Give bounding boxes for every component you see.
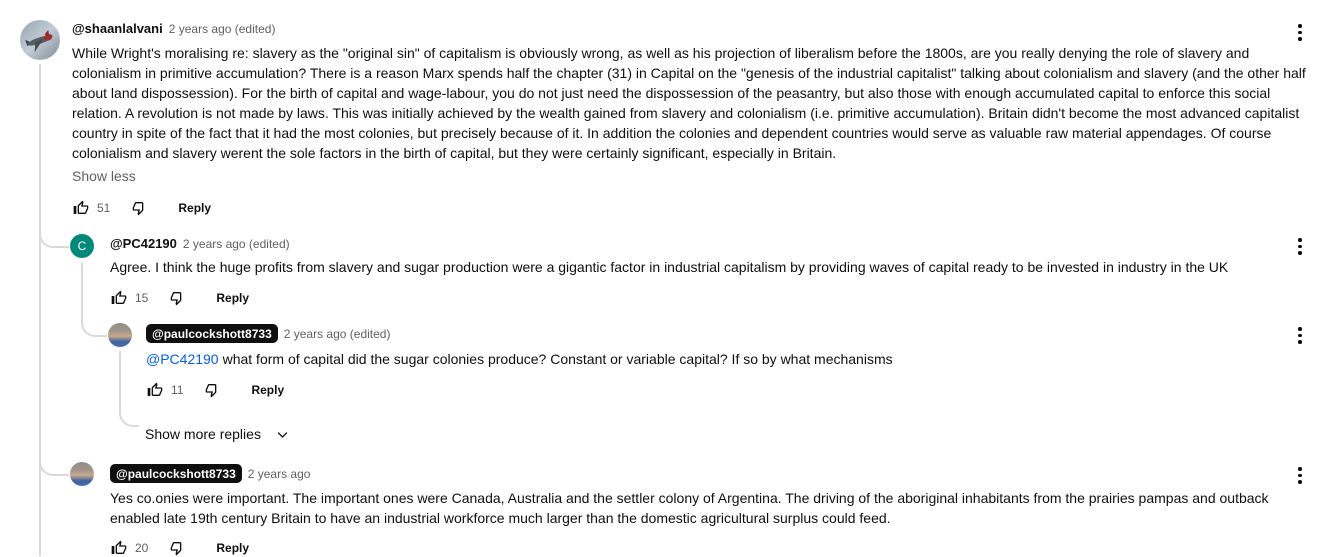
thread-line-reply2 [119, 351, 121, 408]
like-button[interactable] [111, 540, 127, 556]
timestamp[interactable]: 2 years ago (edited) [182, 236, 290, 251]
airplane-avatar-image [20, 20, 60, 60]
show-more-replies-label: Show more replies [145, 426, 261, 442]
more-options-button[interactable] [1291, 464, 1309, 487]
thumbs-up-icon [111, 290, 127, 306]
avatar-paulcockshott[interactable] [70, 462, 94, 486]
dislike-button[interactable] [132, 200, 148, 216]
thumbs-down-icon [170, 540, 186, 556]
avatar-paulcockshott[interactable] [108, 323, 132, 347]
thread-elbow-reply1 [39, 225, 69, 248]
reply-button[interactable]: Reply [178, 201, 212, 215]
reply-button[interactable]: Reply [216, 291, 250, 305]
thumbs-up-icon [73, 200, 89, 216]
avatar-pc42190[interactable] [70, 234, 94, 258]
like-button[interactable] [147, 382, 163, 398]
thread-elbow-show-more [119, 406, 139, 427]
timestamp[interactable]: 2 years ago [247, 466, 311, 481]
author-badge[interactable]: @paulcockshott8733 [146, 324, 278, 343]
more-options-button[interactable] [1291, 21, 1309, 44]
thread-line-reply1 [81, 262, 83, 318]
thumbs-down-icon [205, 382, 221, 398]
like-count: 11 [171, 383, 184, 397]
dislike-button[interactable] [170, 290, 186, 306]
thumbs-up-icon [111, 540, 127, 556]
thumbs-down-icon [132, 200, 148, 216]
thread-elbow-reply3 [39, 453, 69, 476]
dislike-button[interactable] [205, 382, 221, 398]
reply-button[interactable]: Reply [251, 383, 285, 397]
like-button[interactable] [73, 200, 89, 216]
like-count: 15 [135, 291, 149, 305]
like-button[interactable] [111, 290, 127, 306]
comment-text: Agree. I think the huge profits from slavery and sugar production were a gigantic factor in industrial capitalism by providing waves of capital ready to be invested in industry in the UK [110, 259, 1229, 275]
like-count: 20 [135, 541, 149, 555]
comment-text [146, 349, 893, 369]
show-less-link[interactable]: Show less [72, 168, 136, 184]
thumbs-down-icon [170, 290, 186, 306]
dislike-button[interactable] [170, 540, 186, 556]
show-more-replies-button[interactable] [145, 426, 290, 442]
author-badge[interactable]: @paulcockshott8733 [110, 464, 242, 483]
chevron-down-icon [275, 427, 290, 442]
author-name[interactable]: @shaanlalvani [72, 21, 163, 36]
more-options-button[interactable] [1291, 324, 1309, 347]
kebab-icon [1298, 24, 1302, 28]
kebab-icon [1298, 467, 1302, 471]
comment-text-body: what form of capital did the sugar colonies produce? Constant or variable capital? If so by what mechanisms [222, 351, 893, 367]
comment-text: While Wright's moralising re: slavery as the "original sin" of capitalism is obviously wrong, as well as his projection of liberalism before the 1800s, are you really denying the role of slavery and colonialism in primitive accumulation? There is a reason Marx spends half the chapter (31) in Capital on the "genesis of the industrial capitalist" talking about colonialism and slavery (and the other half about land dispossession). For the birth of capital and wage-labour, you do not just need the dispossession of the peasantry, but also those with enough accumulated capital to enforce this social relation. A revolution is not made by laws. This was initially achieved by the wealth gained from slavery and colonialism (i.e. primitive accumulation). Britain didn't become the most advanced capitalist country in spite of the fact that it had the most colonies, but precisely because of it. In addition the colonies and dependent countries would serve as valuable raw material appendages. Of course colonialism and slavery werent the sole factors in the birth of capital, but they were certainly significant, especially in Britain. [72, 45, 1306, 161]
thread-elbow-reply2 [81, 316, 107, 337]
timestamp[interactable]: 2 years ago (edited) [168, 21, 276, 36]
kebab-icon [1298, 327, 1302, 331]
mention-link[interactable]: @PC42190 [146, 351, 219, 367]
like-count: 51 [97, 201, 111, 215]
thread-line-main [39, 64, 41, 556]
timestamp[interactable]: 2 years ago (edited) [283, 326, 391, 341]
avatar-letter: C [77, 239, 87, 253]
more-options-button[interactable] [1291, 235, 1309, 258]
kebab-icon [1298, 238, 1302, 242]
reply-button[interactable]: Reply [216, 541, 250, 555]
thumbs-up-icon [147, 382, 163, 398]
comment-text: Yes co.onies were important. The important ones were Canada, Australia and the settler colony of Argentina. The driving of the aboriginal inhabitants from the prairies pampas and outback enabled late 19th century Britain to have an industrial workforce much larger than the domestic agricultural surplus could feed. [110, 490, 1269, 526]
author-name[interactable]: @PC42190 [110, 236, 177, 251]
avatar-shaanlalvani[interactable] [20, 20, 60, 60]
